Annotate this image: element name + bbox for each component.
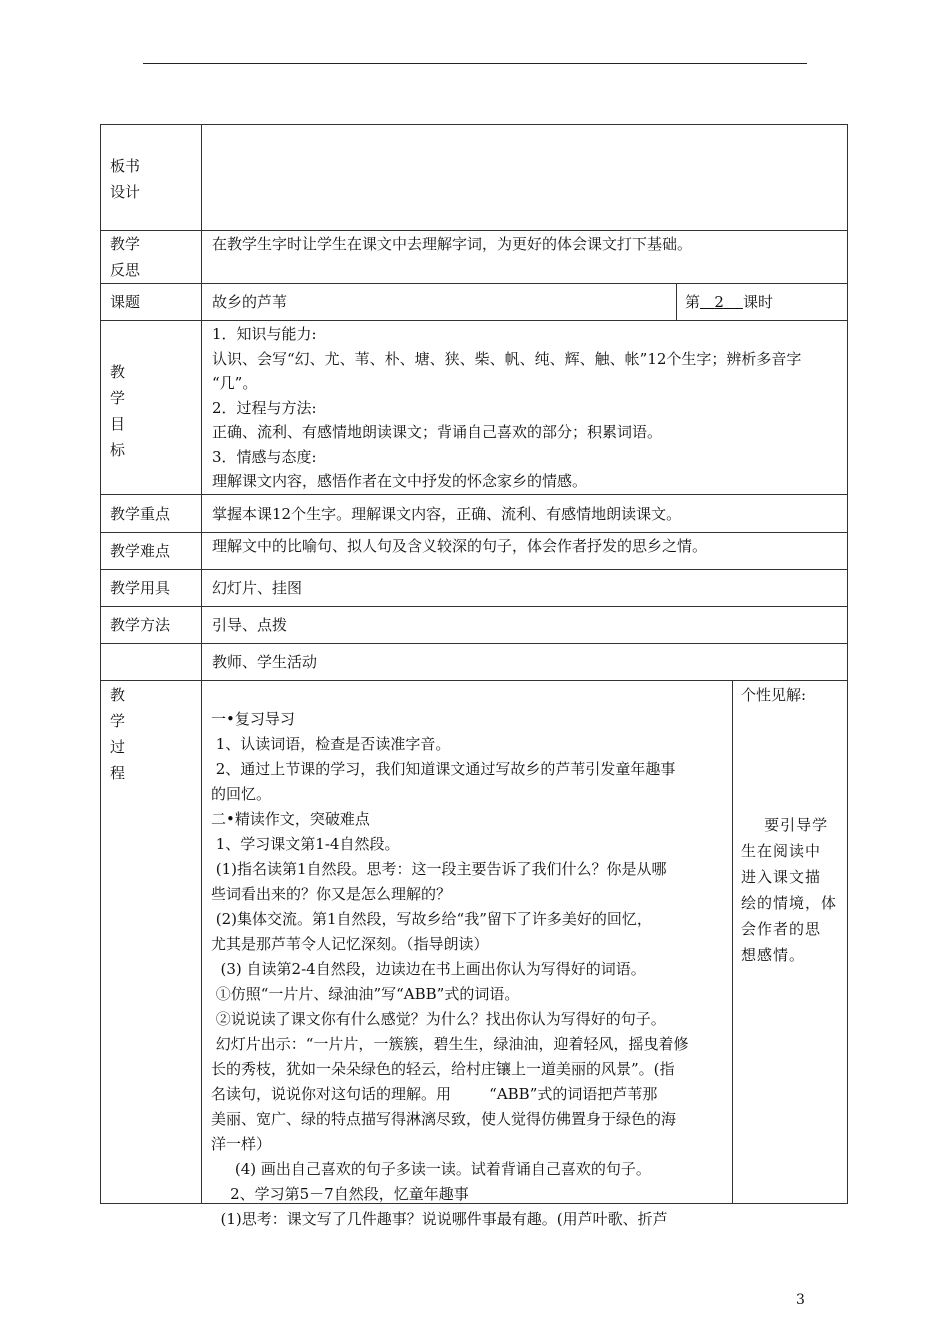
personal-views-line: 会作者的思 <box>741 920 822 938</box>
objectives-line: 1．知识与能力: <box>212 325 317 343</box>
personal-views-line: 进入课文描 <box>741 868 822 886</box>
page-number: 3 <box>796 1292 805 1308</box>
difficulties-text: 理解文中的比喻句、拟人句及含义较深的句子，体会作者抒发的思乡之情。 <box>212 537 708 555</box>
process-line: 些词看出来的？你又是怎么理解的？ <box>211 885 452 903</box>
activities-label-cell <box>100 643 202 681</box>
tools-text: 幻灯片、挂图 <box>212 579 303 597</box>
process-line: ②说说读了课文你有什么感觉？为什么？找出你认为写得好的句子。 <box>211 1010 666 1028</box>
process-line: (3) 自读第2-4自然段，边读边在书上画出你认为写得好的词语。 <box>211 960 646 978</box>
process-line: 1、学习课文第1-4自然段。 <box>211 835 400 853</box>
objectives-content <box>201 320 848 495</box>
tools-cell <box>201 569 848 607</box>
objectives-line: 3．情感与态度: <box>212 447 317 466</box>
difficulties-label: 教学难点 <box>110 542 171 560</box>
process-line: (1)指名读第1自然段。思考：这一段主要告诉了我们什么？你是从哪 <box>211 860 667 878</box>
personal-views-spacer <box>741 708 839 786</box>
lesson-number-cell <box>676 283 848 321</box>
personal-views-title: 个性见解: <box>741 686 807 704</box>
process-line: 2、通过上节课的学习，我们知道课文通过写故乡的芦苇引发童年趣事 <box>211 760 676 778</box>
personal-views-line: 要引导学 <box>741 816 829 834</box>
process-line: (1)思考：课文写了几件趣事？说说哪件事最有趣。(用芦叶歌、折芦 <box>211 1210 668 1228</box>
personal-views-cell <box>732 680 848 1204</box>
process-line: 的回忆。 <box>211 785 272 803</box>
key-points-label: 教学重点 <box>110 504 171 523</box>
lesson-number-value: 2 <box>714 293 724 311</box>
tools-label-cell <box>100 569 202 607</box>
topic-label <box>100 283 202 321</box>
personal-views-line: 绘的情境，体 <box>741 894 838 912</box>
process-line: 二•精读作文，突破难点 <box>211 810 370 828</box>
process-line: 美丽、宽广、绿的特点描写得淋漓尽致，使人觉得仿佛置身于绿色的海 <box>211 1110 677 1128</box>
process-line: 1、认读词语，检查是否读准字音。 <box>211 735 451 753</box>
topic-title <box>201 283 677 321</box>
process-line: 名读句，说说你对这句话的理解。用 “ABB”式的词语把芦苇那 <box>211 1085 658 1103</box>
process-line: 2、学习第5－7自然段，忆童年趣事 <box>211 1185 469 1203</box>
lesson-number <box>700 289 743 315</box>
process-line: 洋一样） <box>211 1135 272 1153</box>
objectives-line: 理解课文内容，感悟作者在文中抒发的怀念家乡的情感。 <box>212 472 588 490</box>
process-line: (2)集体交流。第1自然段，写故乡给“我”留下了许多美好的回忆， <box>211 910 652 928</box>
process-line: 幻灯片出示：“一片片，一簇簇，碧生生，绿油油，迎着轻风，摇曳着修 <box>211 1035 689 1053</box>
process-line: 尤其是那芦苇令人记忆深刻。（指导朗读） <box>211 935 489 953</box>
key-points-label-cell <box>100 494 202 533</box>
difficulties-label-cell <box>100 532 202 570</box>
lesson-prefix: 第 <box>685 293 701 311</box>
objectives-line: 2．过程与方法: <box>212 398 317 417</box>
process-label: 教 学 过 程 <box>100 680 202 1204</box>
activities-header-cell <box>201 643 848 681</box>
header-rule <box>143 63 807 64</box>
difficulties-cell <box>201 532 848 570</box>
process-line: (4) 画出自己喜欢的句子多读一读。试着背诵自己喜欢的句子。 <box>211 1160 651 1178</box>
topic-label-text: 课题 <box>110 293 141 311</box>
objectives-line: 正确、流利、有感情地朗读课文；背诵自己喜欢的部分；积累词语。 <box>212 423 663 441</box>
personal-views-text <box>741 786 839 1020</box>
board-design-label: 板书 设计 <box>100 124 202 231</box>
methods-text: 引导、点拨 <box>212 616 288 634</box>
board-design-content <box>201 124 848 231</box>
objectives-label: 教 学 目 标 <box>100 320 202 495</box>
personal-views-line: 想感情。 <box>741 946 806 964</box>
activities-header: 教师、学生活动 <box>212 653 318 671</box>
process-line: ①仿照“一片片、绿油油”写“ABB”式的词语。 <box>211 985 520 1003</box>
objectives-line: “几”。 <box>212 374 258 392</box>
reflection-label: 教学 反思 <box>100 230 202 284</box>
methods-label-cell <box>100 606 202 644</box>
personal-views-line: 生在阅读中 <box>741 842 822 860</box>
key-points-cell <box>201 494 848 533</box>
objectives-line: 认识、会写“幻、尤、苇、朴、塘、狭、柴、帆、纯、辉、触、帐”12个生字；辨析多音字 <box>212 349 802 368</box>
tools-label: 教学用具 <box>110 579 171 597</box>
methods-cell <box>201 606 848 644</box>
reflection-text: 在教学生字时让学生在课文中去理解字词，为更好的体会课文打下基础。 <box>201 230 848 284</box>
topic-title-text: 故乡的芦苇 <box>212 293 288 311</box>
process-line: 长的秀枝，犹如一朵朵绿色的轻云，给村庄镶上一道美丽的风景”。(指 <box>211 1060 675 1078</box>
process-content <box>201 680 733 1228</box>
key-points-text: 掌握本课12个生字。理解课文内容，正确、流利、有感情地朗读课文。 <box>212 504 682 523</box>
lesson-suffix: 课时 <box>742 293 773 311</box>
methods-label: 教学方法 <box>110 616 171 634</box>
process-line: 一•复习导习 <box>211 710 295 728</box>
